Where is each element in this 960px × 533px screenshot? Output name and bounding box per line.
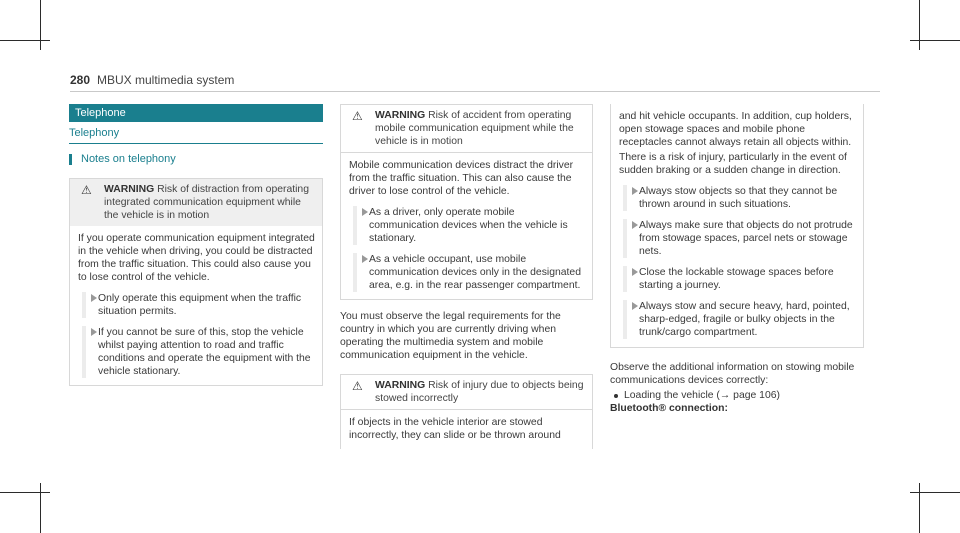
list-item: [619, 219, 855, 258]
section-heading: Notes on telephony: [69, 153, 323, 166]
warning-body: [70, 226, 322, 385]
list-item: [619, 185, 855, 211]
warning-title: Risk of injury due to objects being stowed incorrectly: [375, 380, 584, 404]
crop-mark: [910, 40, 960, 41]
list-item-text: Always make sure that objects do not protrude from stowage spaces, parcel nets or stowage nets.: [639, 220, 853, 257]
warning-triangle-icon: ⚠: [352, 379, 363, 393]
list-item-text: Close the lockable stowage spaces before starting a journey.: [639, 267, 834, 291]
warning-box: [340, 104, 593, 300]
column-1: [69, 104, 323, 386]
arrow-icon: [632, 187, 638, 195]
subheading: Telephony: [69, 127, 120, 139]
warning-box: [340, 374, 593, 449]
warning-header: [341, 105, 592, 152]
column-3: [610, 104, 864, 415]
warning-header: [341, 375, 592, 409]
list-item-text: Always stow and secure heavy, hard, pointed, sharp-edged, fragile or bulky objects in the trunk/cargo compartment.: [639, 301, 850, 338]
warning-label: WARNING: [375, 110, 426, 121]
arrow-icon: [91, 294, 97, 302]
list-item-text: If you cannot be sure of this, stop the vehicle whilst paying attention to road and traffic conditions and operate the equipment with the vehicle stationary.: [98, 327, 311, 377]
warning-label: WARNING: [104, 184, 155, 195]
warning-box: [69, 178, 323, 386]
warning-text: and hit vehicle occupants. In addition, cup holders, open stowage spaces and mobile phone receptacles cannot always retain all objects within.: [619, 111, 852, 148]
chapter-banner: Telephone: [69, 104, 323, 122]
list-item-text: As a driver, only operate mobile communication devices when the vehicle is stationary.: [369, 207, 568, 244]
arrow-icon: [632, 221, 638, 229]
list-item-text: Only operate this equipment when the traffic situation permits.: [98, 293, 302, 317]
list-item: [349, 206, 586, 245]
page-number: 280: [70, 73, 91, 87]
warning-body: [341, 152, 592, 299]
arrow-icon: [362, 255, 368, 263]
paragraph: Observe the additional information on stowing mobile communications devices correctly:: [610, 362, 855, 386]
warning-text: If you operate communication equipment integrated in the vehicle when driving, you could be distracted from the traffic situation. This could also cause you to lose control of the vehicle.: [78, 233, 315, 283]
list-item-text: As a vehicle occupant, use mobile communication devices only in the designated area, e.g. in the rear passenger compartment.: [369, 254, 581, 291]
warning-triangle-icon: ⚠: [81, 183, 92, 197]
warning-title: Risk of accident from operating mobile communication equipment while the vehicle is in motion: [375, 110, 574, 147]
crop-mark: [919, 0, 920, 50]
crop-mark: [40, 483, 41, 533]
arrow-icon: [632, 302, 638, 310]
warning-text: There is a risk of injury, particularly in the event of sudden braking or a sudden change in direction.: [619, 152, 847, 176]
crop-mark: [0, 40, 50, 41]
crop-mark: [40, 0, 41, 50]
arrow-icon: [362, 208, 368, 216]
list-item: [78, 326, 316, 378]
bluetooth-heading: Bluetooth® connection:: [610, 403, 728, 414]
list-item: [78, 292, 316, 318]
list-item: [619, 266, 855, 292]
warning-header: [70, 179, 322, 226]
warning-text: If objects in the vehicle interior are stowed incorrectly, they can slide or be thrown around: [349, 417, 561, 441]
column-2: [340, 104, 593, 449]
list-item-text: Always stow objects so that they cannot be thrown around in such situations.: [639, 186, 838, 210]
header-rule: [70, 91, 880, 92]
crop-mark: [919, 483, 920, 533]
list-item: [349, 253, 586, 292]
subheading-rule: [69, 143, 323, 144]
arrow-icon: [91, 328, 97, 336]
warning-label: WARNING: [375, 380, 426, 391]
warning-title: Risk of distraction from operating integrated communication equipment while the vehicle is in motion: [104, 184, 309, 221]
crop-mark: [0, 492, 50, 493]
list-item: [619, 300, 855, 339]
crop-mark: [910, 492, 960, 493]
warning-body: [341, 409, 592, 449]
list-item-loading[interactable]: Loading the vehicle (→ page 106): [610, 389, 864, 402]
arrow-icon: [632, 268, 638, 276]
warning-continuation: [610, 104, 864, 348]
paragraph: You must observe the legal requirements for the country in which you are currently driving when operating the multimedia system and mobile communication equipment in the vehicle.: [340, 311, 561, 361]
warning-text: Mobile communication devices distract the driver from the traffic situation. This can also cause the driver to lose control of the vehicle.: [349, 160, 574, 197]
warning-triangle-icon: ⚠: [352, 109, 363, 123]
page-header-title: MBUX multimedia system: [97, 73, 235, 87]
